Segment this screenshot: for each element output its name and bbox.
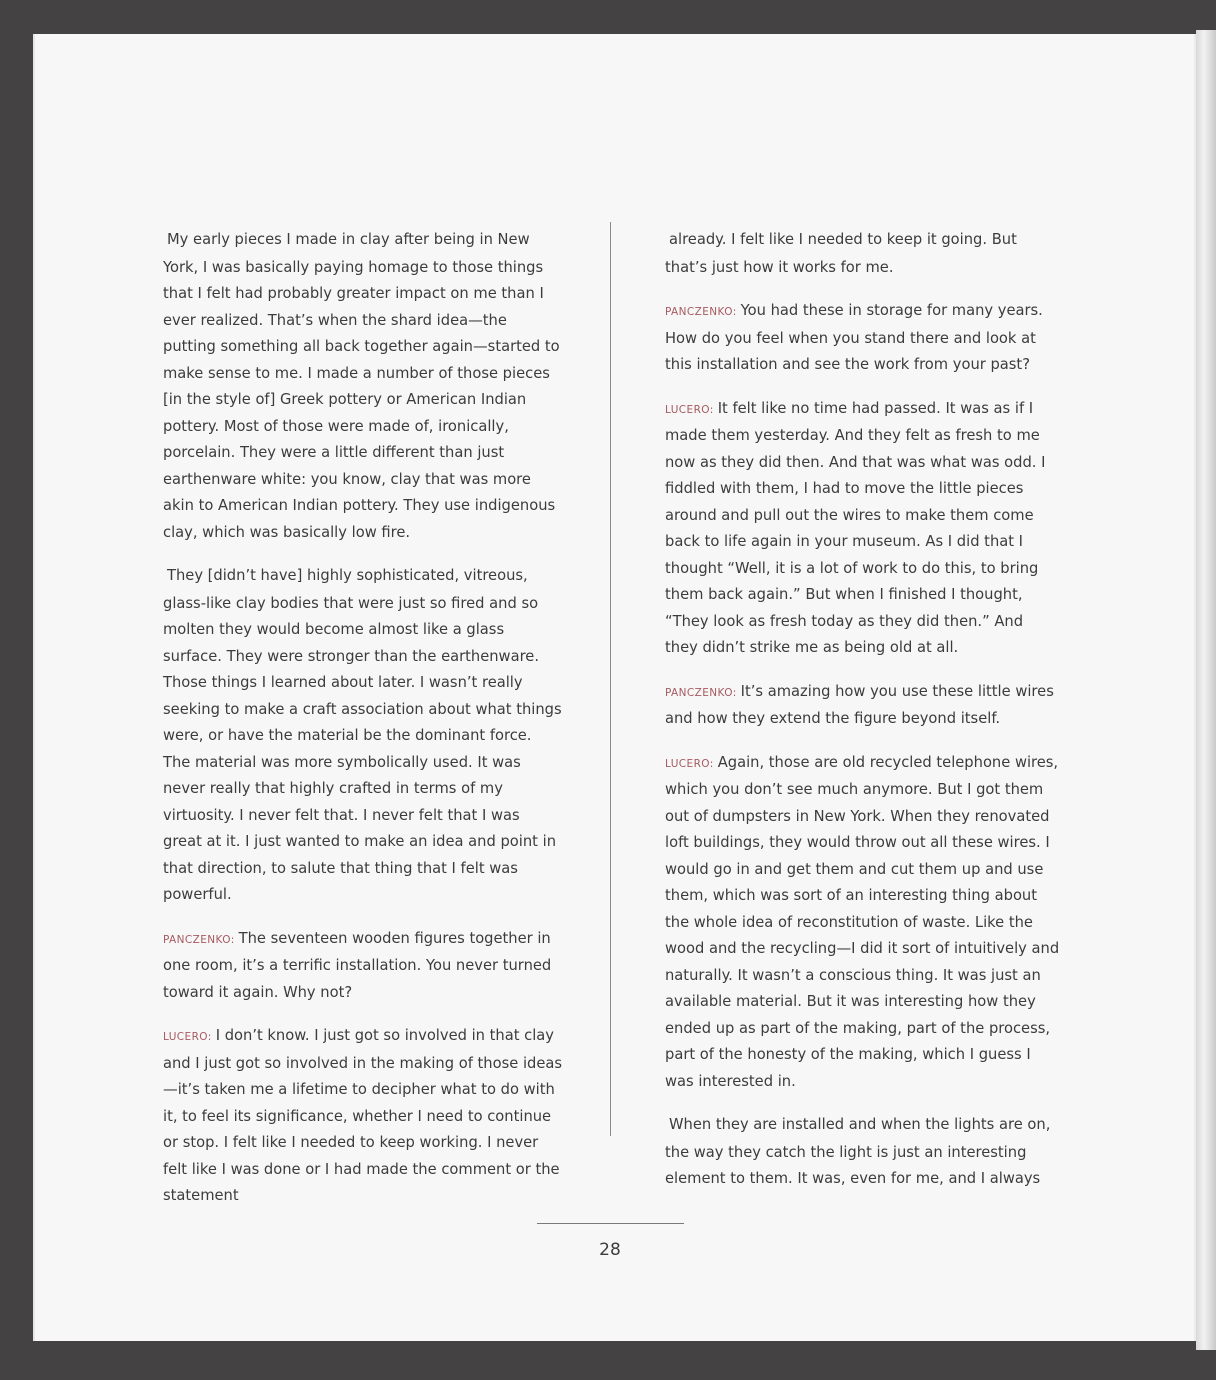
speaker-label: PANCZENKO: — [665, 306, 737, 318]
paragraph-text: Again, those are old recycled telephone wires, which you don’t see much anymore. But I got them out of dumpsters in New York. When they renovated loft buildings, they would throw out all these wires. I would go in and get them and cut them up and use them, which was sort of an interesting thing about the whole idea of reconstitution of waste. Like the wood and the recycling—I did it sort of intuitively and naturally. It wasn’t a conscious thing. It was just an available material. But it was interesting how they ended up as part of the making, part of the process, part of the honesty of the making, which I guess I was interested in. — [665, 753, 1060, 1090]
paragraph-text: My early pieces I made in clay after being in New York, I was basically paying homage to those things that I felt had probably greater impact on me than I ever realized. That’s when the shard idea—the putting something all back together again—started to make sense to me. I made a number of those pieces [in the style of] Greek pottery or American Indian pottery. Most of those were made of, ironically, porcelain. They were a little different than just earthenware white: you know, clay that was more akin to American Indian pottery. They use indigenous clay, which was basically low fire. — [163, 231, 560, 541]
speaker-label: PANCZENKO: — [163, 933, 235, 946]
column-divider — [610, 222, 611, 1136]
paragraph-text: I don’t know. I just got so involved in that clay and I just got so involved in the making of those ideas—it’s taken me a lifetime to decipher what to do with it, to feel its significance, whether I need to continue or stop. I felt like I needed to keep working. I never felt like I was done or I had made the comment or the statement — [163, 1027, 563, 1204]
paragraph — [665, 396, 1060, 662]
paragraph-text: The seventeen wooden figures together in one room, it’s a terrific installation. You never turned toward it again. Why not? — [163, 929, 552, 1001]
left-column — [163, 227, 563, 1227]
paragraph — [665, 679, 1060, 733]
paragraph-text: It’s amazing how you use these little wires and how they extend the figure beyond itself. — [665, 682, 1054, 727]
speaker-label: LUCERO: — [665, 403, 714, 416]
paragraph-text: They [didn’t have] highly sophisticated, vitreous, glass-like clay bodies that were just so fired and so molten they would become almost like a glass surface. They were stronger than the earthenware. Those things I learned about later. I wasn’t really seeking to make a craft association about what things were, or have the material be the dominant force. The material was more symbolically used. It was never really that highly crafted in terms of my virtuosity. I never felt that. I never felt that I was great at it. I just wanted to make an idea and point in that direction, to salute that thing that I felt was powerful. — [163, 567, 562, 903]
paragraph — [665, 1112, 1060, 1193]
paragraph-text: You had these in storage for many years. How do you feel when you stand there and look at this installation and see the work from your past? — [665, 302, 1043, 373]
paragraph — [163, 563, 563, 909]
paragraph — [665, 298, 1060, 379]
paragraph — [665, 227, 1060, 281]
paragraph-text: It felt like no time had passed. It was as if I made them yesterday. And they felt as fresh to me now as they did then. And that was what was odd. I fiddled with them, I had to move the little pieces around and pull out the wires to make them come back to life again in your museum. As I did that I thought “Well, it is a lot of work to do this, to bring them back again.” But when I finished I thought, “They look as fresh today as they did then.” And they didn’t strike me as being old at all. — [665, 399, 1046, 656]
page-edge — [1196, 30, 1216, 1350]
speaker-label: LUCERO: — [163, 1031, 212, 1043]
paragraph — [163, 926, 563, 1007]
paragraph — [665, 750, 1060, 1096]
right-column — [665, 227, 1060, 1210]
speaker-label: PANCZENKO: — [665, 686, 737, 699]
footer-rule — [537, 1223, 684, 1224]
page-number: 28 — [599, 1240, 621, 1260]
paragraph-text: When they are installed and when the lights are on, the way they catch the light is just an interesting element to them. It was, even for me, and I always — [665, 1116, 1051, 1187]
paragraph — [163, 1023, 563, 1210]
speaker-label: LUCERO: — [665, 757, 714, 770]
paragraph-text: already. I felt like I needed to keep it going. But that’s just how it works for me. — [665, 231, 1017, 276]
paragraph — [163, 227, 563, 546]
